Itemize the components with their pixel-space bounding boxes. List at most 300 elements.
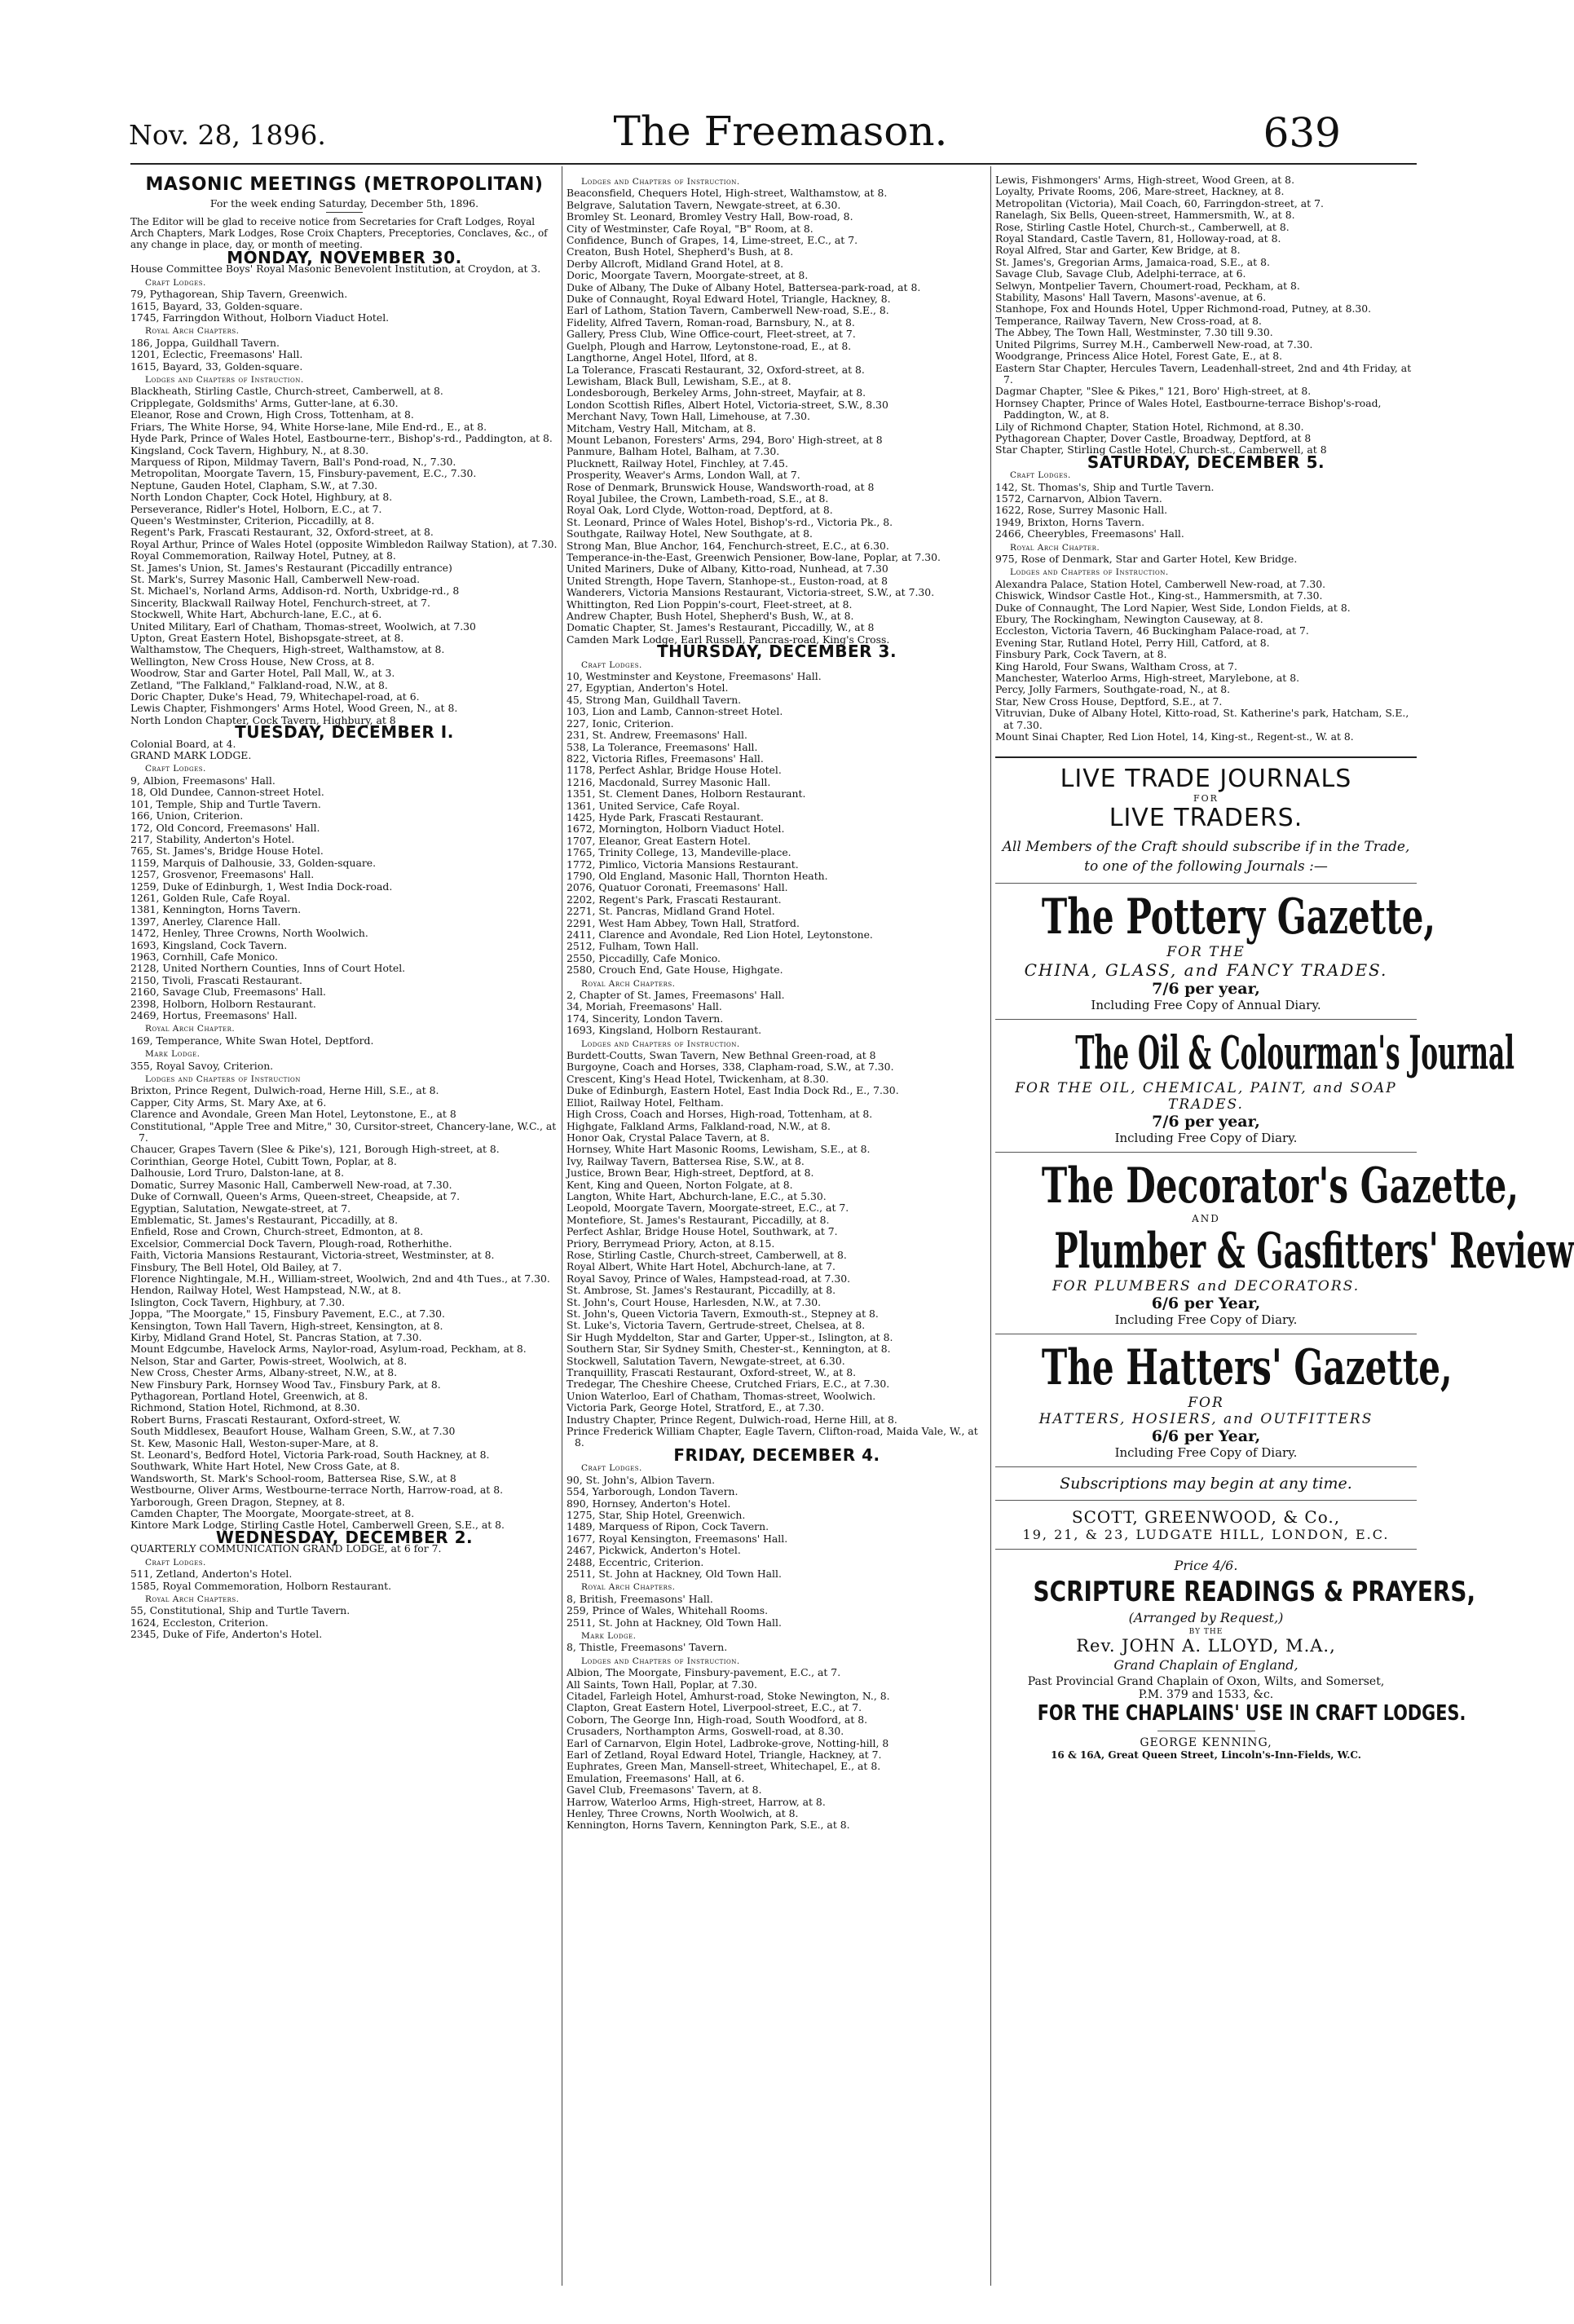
meeting-entry: Eleanor, Rose and Crown, High Cross, Tottenham, at 8.	[130, 408, 414, 421]
meeting-entry: 8, British, Freemasons' Hall.	[567, 1592, 713, 1605]
meeting-entry: Faith, Victoria Mansions Restaurant, Victoria-street, Westminster, at 8.	[130, 1249, 495, 1262]
meeting-entry: Southern Star, Sir Sydney Smith, Chester-st., Kennington, at 8.	[567, 1343, 891, 1356]
meeting-entry: Florence Nightingale, M.H., William-street, Woolwich, 2nd and 4th Tues., at 7.30.	[130, 1272, 550, 1285]
meeting-entry: Manchester, Waterloo Arms, High-street, Marylebone, at 8.	[995, 672, 1300, 685]
meeting-entry: Clarence and Avondale, Green Man Hotel, Leytonstone, E., at 8	[130, 1108, 456, 1121]
meeting-entry: 2512, Fulham, Town Hall.	[567, 940, 699, 953]
meeting-entry: United Military, Earl of Chatham, Thomas-street, Woolwich, at 7.30	[130, 620, 476, 633]
section-heading: Lodges and Chapters of Instruction.	[1010, 567, 1169, 578]
publisher-name: SCOTT, GREENWOOD, & Co.,	[1071, 1506, 1341, 1527]
meeting-entry: 169, Temperance, White Swan Hotel, Deptford.	[130, 1034, 374, 1047]
oil-colourman-title: The Oil & Colourman's Journal	[1075, 1025, 1515, 1080]
meeting-entry: Lily of Richmond Chapter, Station Hotel, Richmond, at 8.30.	[995, 420, 1304, 433]
ad-note: All Members of the Craft should subscribe if in the Trade, to one of the following Journals :—	[1002, 838, 1410, 875]
meeting-entry: 2150, Tivoli, Frascati Restaurant.	[130, 973, 302, 986]
meeting-entry: Euphrates, Green Man, Mansell-street, Whitechapel, E., at 8.	[567, 1760, 881, 1773]
meeting-entry: United Strength, Hope Tavern, Stanhope-st., Euston-road, at 8	[567, 574, 888, 587]
meeting-entry: King Harold, Four Swans, Waltham Cross, at 7.	[995, 659, 1237, 673]
meeting-entry: St. James's, Gregorian Arms, Jamaica-road, S.E., at 8.	[995, 255, 1270, 268]
decorators-gazette-title: The Decorator's Gazette,	[1041, 1157, 1519, 1215]
meeting-entry: 1772, Pimlico, Victoria Mansions Restaurant.	[567, 858, 799, 871]
meeting-entry: Sincerity, Blackwall Railway Hotel, Fenchurch-street, at 7.	[130, 596, 430, 609]
publisher-address: 19, 21, & 23, LUDGATE HILL, LONDON, E.C.	[1022, 1526, 1390, 1542]
meeting-entry: Royal Commemoration, Railway Hotel, Putney, at 8.	[130, 549, 396, 562]
meeting-entry: 1261, Golden Rule, Cafe Royal.	[130, 891, 291, 904]
meeting-entry: 1963, Cornhill, Cafe Monico.	[130, 950, 278, 963]
section-heading: Royal Arch Chapters.	[581, 978, 676, 989]
meeting-entry: Leopold, Moorgate Tavern, Moorgate-street, E.C., at 7.	[567, 1202, 849, 1215]
meeting-entry: Coborn, The George Inn, High-road, South Woodford, at 8.	[567, 1713, 868, 1726]
arranged-note: (Arranged by Request,)	[1128, 1609, 1284, 1625]
section-heading: Lodges and Chapters of Instruction.	[581, 1039, 740, 1049]
meeting-entry: Rose of Denmark, Brunswick House, Wandsworth-road, at 8	[567, 480, 875, 493]
meeting-entry: 217, Stability, Anderton's Hotel.	[130, 832, 295, 845]
meeting-entry: 822, Victoria Rifles, Freemasons' Hall.	[567, 752, 764, 765]
subscriptions-note: Subscriptions may begin at any time.	[1060, 1474, 1352, 1493]
meeting-entry: Camden Chapter, The Moorgate, Moorgate-street, at 8.	[130, 1507, 415, 1520]
meeting-entry: 174, Sincerity, London Tavern.	[567, 1012, 724, 1025]
meeting-entry: 2271, St. Pancras, Midland Grand Hotel.	[567, 905, 775, 918]
meeting-entry: Tredegar, The Cheshire Cheese, Crutched Friars, E.C., at 7.30.	[567, 1378, 890, 1391]
meeting-entry: Evening Star, Rutland Hotel, Perry Hill, Catford, at 8.	[995, 636, 1270, 649]
meeting-entry: Neptune, Gauden Hotel, Clapham, S.W., at 7.30.	[130, 478, 378, 492]
meeting-entry: United Pilgrims, Surrey M.H., Camberwell New-road, at 7.30.	[995, 337, 1313, 351]
meeting-entry: Metropolitan (Victoria), Mail Coach, 60, Farringdon-street, at 7.	[995, 196, 1324, 209]
meeting-entry: 1159, Marquis of Dalhousie, 33, Golden-square.	[130, 856, 377, 869]
meeting-entry: 2291, West Ham Abbey, Town Hall, Stratford.	[567, 916, 800, 929]
meeting-entry: 2488, Eccentric, Criterion.	[567, 1555, 704, 1568]
ad-diary: Including Free Copy of Diary.	[1114, 1312, 1298, 1327]
meeting-entry: 10, Westminster and Keystone, Freemasons' Hall.	[567, 670, 822, 683]
meeting-entry: Emblematic, St. James's Restaurant, Piccadilly, at 8.	[130, 1213, 399, 1226]
meeting-entry: Hyde Park, Prince of Wales Hotel, Eastbourne-terr., Bishop's-rd., Paddington, at 8.	[130, 432, 553, 445]
ad-diary: Including Free Copy of Diary.	[1114, 1444, 1298, 1460]
meeting-entry: 2128, United Northern Counties, Inns of Court Hotel.	[130, 962, 406, 975]
meeting-entry: Temperance-in-the-East, Greenwich Pensioner, Bow-lane, Poplar, at 7.30.	[567, 551, 941, 563]
section-heading: Royal Arch Chapter.	[1010, 542, 1100, 553]
meeting-entry: Derby Allcroft, Midland Grand Hotel, at 8.	[567, 257, 784, 270]
ad-for: FOR	[1188, 1394, 1224, 1411]
meeting-entry: The Abbey, The Town Hall, Westminster, 7.30 till 9.30.	[995, 326, 1273, 339]
meeting-entry: Panmure, Balham Hotel, Balham, at 7.30.	[567, 445, 780, 458]
issue-date: Nov. 28, 1896.	[129, 119, 326, 151]
meeting-entry: Harrow, Waterloo Arms, High-street, Harrow, at 8.	[567, 1795, 826, 1808]
meeting-entry: Montefiore, St. James's Restaurant, Piccadilly, at 8.	[567, 1213, 830, 1226]
meeting-entry: 2345, Duke of Fife, Anderton's Hotel.	[130, 1628, 323, 1641]
meeting-entry: Westbourne, Oliver Arms, Westbourne-terrace North, Harrow-road, at 8.	[130, 1484, 504, 1497]
divider	[995, 1019, 1417, 1020]
meeting-entry: Mount Edgcumbe, Havelock Arms, Naylor-road, Asylum-road, Peckham, at 8.	[130, 1343, 527, 1356]
ad-price: 6/6 per Year,	[1151, 1294, 1261, 1312]
meeting-list	[567, 176, 987, 1832]
meeting-entry: Earl of Lathom, Station Tavern, Camberwell New-road, S.E., 8.	[567, 304, 889, 317]
plumber-review-title: Plumber & Gasfitters' Review	[1054, 1222, 1574, 1280]
meeting-entry: House Committee Boys' Royal Masonic Benevolent Institution, at Croydon, at 3.	[130, 262, 541, 276]
ad-diary: Including Free Copy of Annual Diary.	[1091, 997, 1321, 1012]
meeting-entry: 1624, Eccleston, Criterion.	[130, 1616, 269, 1629]
day-heading: SATURDAY, DECEMBER 5.	[1087, 452, 1325, 472]
meeting-entry: Henley, Three Crowns, North Woolwich, at 8.	[567, 1807, 799, 1820]
meeting-entry: Ebury, The Rockingham, Newington Causeway, at 8.	[995, 613, 1263, 626]
meeting-entry: Domatic, Surrey Masonic Hall, Camberwell New-road, at 7.30.	[130, 1178, 452, 1191]
meeting-entry: Excelsior, Commercial Dock Tavern, Plough-road, Rotherhithe.	[130, 1237, 452, 1250]
meeting-entry: Lewis Chapter, Fishmongers' Arms Hotel, Wood Green, N., at 8.	[130, 702, 458, 715]
meeting-entry: Metropolitan, Moorgate Tavern, 15, Finsbury-pavement, E.C., 7.30.	[130, 467, 477, 480]
meeting-entry: Merchant Navy, Town Hall, Limehouse, at 7.30.	[567, 410, 810, 423]
meeting-entry: Corinthian, George Hotel, Cubitt Town, Poplar, at 8.	[130, 1154, 397, 1167]
meeting-entry: All Saints, Town Hall, Poplar, at 7.30.	[567, 1678, 757, 1691]
meeting-entry: Andrew Chapter, Bush Hotel, Shepherd's Bush, W., at 8.	[567, 610, 854, 623]
meeting-entry: Woodrow, Star and Garter Hotel, Pall Mall, W., at 3.	[130, 667, 395, 680]
meeting-entry: Union Waterloo, Earl of Chatham, Thomas-street, Woolwich.	[567, 1389, 876, 1402]
meeting-entry: Woodgrange, Princess Alice Hotel, Forest Gate, E., at 8.	[995, 350, 1283, 363]
meeting-entry: 1622, Rose, Surrey Masonic Hall.	[995, 504, 1168, 517]
meeting-entry: High Cross, Coach and Horses, High-road, Tottenham, at 8.	[567, 1108, 873, 1121]
meeting-entry: Perseverance, Ridler's Hotel, Holborn, E.C., at 7.	[130, 502, 382, 515]
meeting-entry: Alexandra Palace, Station Hotel, Camberwell New-road, at 7.30.	[995, 577, 1326, 590]
meeting-entry: Royal Arthur, Prince of Wales Hotel (opposite Wimbledon Railway Station), at 7.30.	[130, 537, 558, 550]
section-heading: Royal Arch Chapter.	[145, 1024, 236, 1034]
meeting-entry: Kirby, Midland Grand Hotel, St. Pancras Station, at 7.30.	[130, 1330, 422, 1343]
meeting-entry: Albion, The Moorgate, Finsbury-pavement, E.C., at 7.	[567, 1666, 841, 1679]
header-rule	[130, 163, 1417, 165]
meeting-entry: New Finsbury Park, Hornsey Wood Tav., Finsbury Park, at 8.	[130, 1378, 441, 1391]
meeting-entry: London Scottish Rifles, Albert Hotel, Victoria-street, S.W., 8.30	[567, 398, 888, 411]
meeting-entry: 1615, Bayard, 33, Golden-square.	[130, 299, 303, 312]
meeting-entry: Stockwell, White Hart, Abchurch-lane, E.C., at 6.	[130, 608, 382, 621]
meeting-entry: 1425, Hyde Park, Frascati Restaurant.	[567, 810, 764, 823]
author-past-title: Past Provincial Grand Chaplain of Oxon, Wilts, and Somerset,	[1027, 1674, 1385, 1688]
meeting-entry: Mitcham, Vestry Hall, Mitcham, at 8.	[567, 421, 756, 434]
meeting-entry: St. Michael's, Norland Arms, Addison-rd. North, Uxbridge-rd., 8	[130, 584, 460, 598]
section-heading: Craft Lodges.	[145, 764, 206, 774]
meeting-entry: Capper, City Arms, St. Mary Axe, at 6.	[130, 1096, 327, 1109]
meeting-entry: Duke of Connaught, The Lord Napier, West Side, London Fields, at 8.	[995, 601, 1351, 614]
ad-diary: Including Free Copy of Diary.	[1114, 1130, 1298, 1145]
meeting-entry: Burgoyne, Coach and Horses, 338, Clapham-road, S.W., at 7.30.	[567, 1061, 894, 1074]
meeting-entry: Duke of Edinburgh, Eastern Hotel, East India Dock Rd., E., 7.30.	[567, 1084, 899, 1097]
hatters-gazette-title: The Hatters' Gazette,	[1041, 1338, 1453, 1396]
meeting-entry: Loyalty, Private Rooms, 206, Mare-street, Hackney, at 8.	[995, 185, 1285, 198]
meeting-entry: 2580, Crouch End, Gate House, Highgate.	[567, 964, 783, 977]
day-heading: WEDNESDAY, DECEMBER 2.	[215, 1527, 474, 1547]
meeting-entry: 2511, St. John at Hackney, Old Town Hall.	[567, 1567, 782, 1580]
section-heading: Mark Lodge.	[145, 1049, 201, 1060]
meeting-entry: Brixton, Prince Regent, Dulwich-road, Herne Hill, S.E., at 8.	[130, 1084, 439, 1097]
meetings-title: MASONIC MEETINGS (METROPOLITAN)	[145, 174, 544, 195]
meeting-entry: Yarborough, Green Dragon, Stepney, at 8.	[130, 1495, 346, 1508]
ad-heading: LIVE TRADE JOURNALS	[1060, 764, 1352, 793]
meeting-entry: Upton, Great Eastern Hotel, Bishopsgate-street, at 8.	[130, 632, 404, 644]
meeting-entry: Wandsworth, St. Mark's School-room, Battersea Rise, S.W., at 8	[130, 1471, 456, 1484]
meeting-entry: Rose, Stirling Castle, Church-street, Camberwell, at 8.	[567, 1248, 847, 1261]
meeting-entry: 1472, Henley, Three Crowns, North Woolwich.	[130, 927, 368, 940]
meeting-entry: 1201, Eclectic, Freemasons' Hall.	[130, 348, 303, 361]
meeting-entry: 90, St. John's, Albion Tavern.	[567, 1473, 716, 1486]
meeting-entry: Clapton, Great Eastern Hotel, Liverpool-street, E.C., at 7.	[567, 1701, 862, 1714]
divider	[995, 1500, 1417, 1501]
meeting-entry: St. John's, Court House, Harlesden, N.W., at 7.30.	[567, 1295, 822, 1308]
meeting-entry: Star, New Cross House, Deptford, S.E., at 7.	[995, 695, 1223, 708]
meeting-entry: 1707, Eleanor, Great Eastern Hotel.	[567, 834, 751, 847]
meeting-entry: St. Ambrose, St. James's Restaurant, Piccadilly, at 8.	[567, 1284, 836, 1297]
meeting-entry: Marquess of Ripon, Mildmay Tavern, Ball's Pond-road, N., 7.30.	[130, 455, 456, 468]
meeting-entry: 2550, Piccadilly, Cafe Monico.	[567, 951, 721, 964]
section-heading: Craft Lodges.	[145, 1557, 206, 1568]
column-3	[995, 174, 1574, 2294]
meeting-entry: Hendon, Railway Hotel, West Hampstead, N.W., at 8.	[130, 1284, 402, 1297]
meeting-entry: Colonial Board, at 4.	[130, 737, 236, 750]
meeting-entry: 554, Yarborough, London Tavern.	[567, 1485, 739, 1498]
masthead	[0, 0, 1561, 163]
meeting-entry: Robert Burns, Frascati Restaurant, Oxford-street, W.	[130, 1413, 401, 1426]
meeting-entry: 1572, Carnarvon, Albion Tavern.	[995, 492, 1162, 505]
meeting-entry: 1361, United Service, Cafe Royal.	[567, 799, 740, 812]
meeting-entry: Confidence, Bunch of Grapes, 14, Lime-street, E.C., at 7.	[567, 234, 858, 247]
section-heading: Craft Lodges.	[581, 659, 642, 670]
meeting-entry: Stockwell, Salutation Tavern, Newgate-street, at 6.30.	[567, 1354, 845, 1367]
book-price: Price 4/6.	[1174, 1557, 1238, 1573]
section-heading: Royal Arch Chapters.	[145, 1594, 240, 1604]
meeting-entry: Earl of Carnarvon, Elgin Hotel, Ladbroke-grove, Notting-hill, 8	[567, 1736, 889, 1749]
meeting-entry: Kent, King and Queen, Norton Folgate, at 8.	[567, 1178, 793, 1191]
meeting-entry: 2467, Pickwick, Anderton's Hotel.	[567, 1544, 741, 1557]
meeting-entry: Blackheath, Stirling Castle, Church-street, Camberwell, at 8.	[130, 385, 443, 398]
column-2	[567, 174, 987, 2294]
page-number: 639	[1263, 109, 1341, 157]
meeting-entry: 45, Strong Man, Guildhall Tavern.	[567, 693, 742, 706]
meeting-entry: Mount Sinai Chapter, Red Lion Hotel, 14, King-st., Regent-st., W. at 8.	[995, 730, 1354, 743]
meeting-entry: Stanhope, Fox and Hounds Hotel, Upper Richmond-road, Putney, at 8.30.	[995, 302, 1372, 315]
meeting-entry: 18, Old Dundee, Cannon-street Hotel.	[130, 786, 324, 799]
meeting-entry: 511, Zetland, Anderton's Hotel.	[130, 1568, 293, 1581]
meeting-entry: Gallery, Press Club, Wine Office-court, Fleet-street, at 7.	[567, 328, 856, 341]
meeting-entry: Camden Mark Lodge, Earl Russell, Pancras-road, King's Cross.	[567, 633, 890, 646]
meeting-entry: 2202, Regent's Park, Frascati Restaurant.	[567, 893, 782, 906]
meeting-entry: 1693, Kingsland, Holborn Restaurant.	[567, 1024, 762, 1037]
section-heading: Royal Arch Chapters.	[581, 1582, 676, 1593]
meeting-entry: Hornsey Chapter, Prince of Wales Hotel, Eastbourne-terrace Bishop's-road, Paddington, W., at 8.	[995, 396, 1382, 421]
meeting-entry: Nelson, Star and Garter, Powis-street, Woolwich, at 8.	[130, 1354, 408, 1367]
meeting-entry: Burdett-Coutts, Swan Tavern, New Bethnal Green-road, at 8	[567, 1049, 876, 1062]
meeting-entry: North London Chapter, Cock Hotel, Highbury, at 8.	[130, 491, 393, 504]
section-heading: Mark Lodge.	[581, 1630, 637, 1641]
meeting-entry: Queen's Westminster, Criterion, Piccadilly, at 8.	[130, 514, 375, 527]
meeting-entry: Strong Man, Blue Anchor, 164, Fenchurch-street, E.C., at 6.30.	[567, 539, 889, 552]
meeting-entry: Lewisham, Black Bull, Lewisham, S.E., at 8.	[567, 374, 791, 387]
meeting-entry: 1275, Star, Ship Hotel, Greenwich.	[567, 1508, 746, 1521]
meeting-entry: Ranelagh, Six Bells, Queen-street, Hammersmith, W., at 8.	[995, 209, 1295, 222]
meeting-entry: 2398, Holborn, Holborn Restaurant.	[130, 997, 316, 1010]
meeting-entry: 1693, Kingsland, Cock Tavern.	[130, 938, 288, 951]
meeting-entry: 1672, Mornington, Holborn Viaduct Hotel.	[567, 822, 785, 836]
meeting-entry: 103, Lion and Lamb, Cannon-street Hotel.	[567, 705, 783, 718]
meeting-entry: Enfield, Rose and Crown, Church-street, Edmonton, at 8.	[130, 1225, 424, 1238]
advertisements	[995, 756, 1574, 1761]
meeting-entry: Duke of Cornwall, Queen's Arms, Queen-street, Cheapside, at 7.	[130, 1190, 461, 1203]
meeting-entry: Star Chapter, Stirling Castle Hotel, Church-st., Camberwell, at 8	[995, 443, 1327, 456]
meeting-entry: Doric Chapter, Duke's Head, 79, Whitechapel-road, at 6.	[130, 690, 420, 703]
meeting-entry: Industry Chapter, Prince Regent, Dulwich-road, Herne Hill, at 8.	[567, 1413, 897, 1426]
meeting-entry: Friars, The White Horse, 94, White Horse-lane, Mile End-rd., E., at 8.	[130, 420, 487, 433]
meeting-entry: Walthamstow, The Chequers, High-street, Walthamstow, at 8.	[130, 643, 445, 656]
meeting-entry: 2466, Cheerybles, Freemasons' Hall.	[995, 527, 1184, 540]
meeting-entry: Cripplegate, Goldsmiths' Arms, Gutter-lane, at 6.30.	[130, 396, 399, 409]
meeting-entry: Joppa, "The Moorgate," 15, Finsbury Pavement, E.C., at 7.30.	[130, 1308, 445, 1321]
meeting-entry: United Mariners, Duke of Albany, Kitto-road, Nunhead, at 7.30	[567, 562, 888, 575]
meeting-entry: Stability, Masons' Hall Tavern, Masons'-avenue, at 6.	[995, 291, 1267, 304]
meeting-entry: Whittington, Red Lion Poppin's-court, Fleet-street, at 8.	[567, 598, 853, 611]
day-heading: FRIDAY, DECEMBER 4.	[673, 1444, 880, 1465]
meeting-entry: Selwyn, Montpelier Tavern, Choumert-road, Peckham, at 8.	[995, 279, 1300, 292]
meeting-entry: Royal Standard, Castle Tavern, 81, Holloway-road, at 8.	[995, 232, 1281, 245]
meeting-entry: Perfect Ashlar, Bridge House Hotel, Southwark, at 7.	[567, 1225, 838, 1238]
meeting-entry: Prince Frederick William Chapter, Eagle Tavern, Clifton-road, Maida Vale, W., at 8.	[567, 1425, 978, 1449]
meeting-entry: 34, Moriah, Freemasons' Hall.	[567, 1000, 722, 1013]
divider	[995, 1549, 1417, 1550]
meeting-entry: 1677, Royal Kensington, Freemasons' Hall.	[567, 1532, 788, 1545]
meeting-entry: 231, St. Andrew, Freemasons' Hall.	[567, 729, 747, 742]
meeting-entry: Kensington, Town Hall Tavern, High-street, Kensington, at 8.	[130, 1319, 443, 1332]
meeting-entry: 166, Union, Criterion.	[130, 809, 244, 822]
section-heading: Craft Lodges.	[145, 277, 206, 288]
meeting-entry: 1745, Farringdon Without, Holborn Viaduct Hotel.	[130, 311, 390, 324]
divider	[995, 1466, 1417, 1467]
meeting-entry: Finsbury, The Bell Hotel, Old Bailey, at 7.	[130, 1260, 342, 1273]
day-heading: THURSDAY, DECEMBER 3.	[656, 642, 897, 662]
meeting-entry: Kennington, Horns Tavern, Kennington Park, S.E., at 8.	[567, 1819, 850, 1832]
ad-price: 6/6 per Year,	[1151, 1427, 1261, 1445]
seller-address: 16 & 16A, Great Queen Street, Lincoln's-Inn-Fields, W.C.	[1051, 1749, 1361, 1761]
meeting-entry: Constitutional, "Apple Tree and Mitre," 30, Cursitor-street, Chancery-lane, W.C., at 7.	[130, 1119, 557, 1144]
meeting-entry: 259, Prince of Wales, Whitehall Rooms.	[567, 1604, 769, 1617]
meeting-entry: Citadel, Farleigh Hotel, Amhurst-road, Stoke Newington, N., 8.	[567, 1690, 890, 1702]
meeting-entry: South Middlesex, Beaufort House, Walham Green, S.W., at 7.30	[130, 1425, 456, 1438]
meeting-entry: City of Westminster, Cafe Royal, "B" Room, at 8.	[567, 222, 813, 235]
meetings-week: For the week ending Saturday, December 5th, 1896.	[209, 197, 479, 209]
meeting-entry: Royal Jubilee, the Crown, Lambeth-road, S.E., at 8.	[567, 492, 829, 505]
meeting-entry: Earl of Zetland, Royal Edward Hotel, Triangle, Hackney, at 7.	[567, 1749, 882, 1762]
meeting-entry: Gavel Club, Freemasons' Tavern, at 8.	[567, 1784, 762, 1797]
meeting-entry: Highgate, Falkland Arms, Falkland-road, N.W., at 8.	[567, 1119, 831, 1132]
meeting-entry: Prosperity, Weaver's Arms, London Wall, at 7.	[567, 469, 800, 482]
meeting-entry: Royal Albert, White Hart Hotel, Abchurch-lane, at 7.	[567, 1260, 835, 1273]
meeting-entry: St. Mark's, Surrey Masonic Hall, Camberwell New-road.	[130, 572, 421, 585]
meeting-entry: Crescent, King's Head Hotel, Twickenham, at 8.30.	[567, 1072, 829, 1085]
meeting-entry: Pythagorean Chapter, Dover Castle, Broadway, Deptford, at 8	[995, 431, 1312, 444]
ad-price: 7/6 per year,	[1152, 1112, 1260, 1131]
column-divider	[990, 166, 991, 2286]
meeting-entry: Dagmar Chapter, "Slee & Pikes," 121, Boro' High-street, at 8.	[995, 385, 1312, 398]
meeting-entry: 27, Egyptian, Anderton's Hotel.	[567, 681, 729, 695]
meeting-entry: 2411, Clarence and Avondale, Red Lion Hotel, Leytonstone.	[567, 928, 873, 941]
meeting-entry: St. James's Union, St. James's Restaurant (Piccadilly entrance)	[130, 561, 452, 574]
meeting-entry: Southwark, White Hart Hotel, New Cross Gate, at 8.	[130, 1460, 400, 1473]
meeting-entry: Regent's Park, Frascati Restaurant, 32, Oxford-street, at 8.	[130, 526, 434, 539]
meeting-entry: St. Luke's, Victoria Tavern, Gertrude-street, Chelsea, at 8.	[567, 1319, 866, 1332]
day-heading: MONDAY, NOVEMBER 30.	[227, 248, 462, 267]
divider	[995, 883, 1417, 884]
meeting-entry: Belgrave, Salutation Tavern, Newgate-street, at 6.30.	[567, 198, 841, 211]
meeting-entry: 355, Royal Savoy, Criterion.	[130, 1059, 274, 1072]
meeting-entry: Duke of Connaught, Royal Edward Hotel, Triangle, Hackney, 8.	[567, 293, 891, 306]
meeting-entry: Guelph, Plough and Harrow, Leytonstone-road, E., at 8.	[567, 339, 852, 352]
meeting-entry: 55, Constitutional, Ship and Turtle Tavern.	[130, 1604, 351, 1617]
meeting-entry: Fidelity, Alfred Tavern, Roman-road, Barnsbury, N., at 8.	[567, 315, 855, 329]
meeting-entry: 1790, Old England, Masonic Hall, Thornton Heath.	[567, 869, 828, 882]
meeting-entry: Domatic Chapter, St. James's Restaurant, Piccadilly, W., at 8	[567, 621, 875, 634]
meeting-entry: Creaton, Bush Hotel, Shepherd's Bush, at 8.	[567, 245, 794, 258]
meeting-entry: Duke of Albany, The Duke of Albany Hotel, Battersea-park-road, at 8.	[567, 280, 921, 293]
section-heading: Craft Lodges.	[1010, 470, 1071, 481]
section-heading: Lodges and Chapters of Instruction.	[581, 177, 740, 187]
meeting-entry: 2160, Savage Club, Freemasons' Hall.	[130, 986, 326, 999]
meeting-entry: Beaconsfield, Chequers Hotel, High-street, Walthamstow, at 8.	[567, 187, 888, 200]
meeting-entry: Royal Alfred, Star and Garter, Kew Bridge, at 8.	[995, 244, 1241, 257]
divider	[995, 756, 1417, 758]
meeting-entry: Islington, Cock Tavern, Highbury, at 7.30.	[130, 1295, 346, 1308]
meeting-entry: 1585, Royal Commemoration, Holborn Restaurant.	[130, 1579, 392, 1592]
meeting-entry: Hornsey, White Hart Masonic Rooms, Lewisham, S.E., at 8.	[567, 1143, 871, 1156]
meeting-entry: Elliot, Railway Hotel, Feltham.	[567, 1096, 724, 1109]
meeting-entry: 2076, Quatuor Coronati, Freemasons' Hall.	[567, 881, 788, 894]
meeting-entry: 1949, Brixton, Horns Tavern.	[995, 515, 1145, 528]
meeting-entry: 890, Hornsey, Anderton's Hotel.	[567, 1497, 731, 1510]
meeting-entry: Vitruvian, Duke of Albany Hotel, Kitto-road, St. Katherine's park, Hatcham, S.E., at 7.30.	[995, 707, 1409, 731]
meeting-entry: St. Leonard, Prince of Wales Hotel, Bishop's-rd., Victoria Pk., 8.	[567, 515, 893, 528]
meeting-entry: Percy, Jolly Farmers, Southgate-road, N., at 8.	[995, 683, 1231, 696]
meeting-entry: 2469, Hortus, Freemasons' Hall.	[130, 1009, 298, 1021]
meeting-entry: St. Kew, Masonic Hall, Weston-super-Mare, at 8.	[130, 1436, 379, 1449]
scripture-title: SCRIPTURE READINGS & PRAYERS,	[1033, 1575, 1476, 1608]
meeting-entry: GRAND MARK LODGE.	[130, 749, 252, 762]
ad-heading: LIVE TRADERS.	[1109, 803, 1303, 832]
meeting-entry: Chiswick, Windsor Castle Hot., King-st., Hammersmith, at 7.30.	[995, 589, 1323, 602]
meeting-entry: 8, Thistle, Freemasons' Tavern.	[567, 1641, 728, 1654]
meeting-entry: Rose, Stirling Castle Hotel, Church-st., Camberwell, at 8.	[995, 220, 1290, 233]
meeting-entry: Victoria Park, George Hotel, Stratford, E., at 7.30.	[567, 1401, 825, 1414]
meeting-entry: Justice, Brown Bear, High-street, Deptford, at 8.	[567, 1166, 814, 1180]
meeting-entry: 538, La Tolerance, Freemasons' Hall.	[567, 740, 758, 753]
meeting-entry: Priory, Berrymead Priory, Acton, at 8.15.	[567, 1237, 775, 1250]
author-lodges: P.M. 379 and 1533, &c.	[1138, 1687, 1274, 1701]
meeting-entry: QUARTERLY COMMUNICATION GRAND LODGE, at 6 for 7.	[130, 1542, 442, 1555]
meeting-entry: Londesborough, Berkeley Arms, John-street, Mayfair, at 8.	[567, 386, 866, 399]
pottery-gazette-title: The Pottery Gazette,	[1041, 888, 1436, 946]
section-heading: Lodges and Chapters of Instruction.	[145, 375, 304, 386]
meeting-entry: North London Chapter, Cock Tavern, Highbury, at 8	[130, 713, 396, 726]
meeting-entry: 1216, Macdonald, Surrey Masonic Hall.	[567, 775, 771, 788]
meeting-entry: Temperance, Railway Tavern, New Cross-road, at 8.	[995, 314, 1262, 327]
meeting-entry: Pythagorean, Portland Hotel, Greenwich, at 8.	[130, 1390, 368, 1402]
meeting-entry: Zetland, "The Falkland," Falkland-road, N.W., at 8.	[130, 678, 388, 691]
meeting-entry: Wellington, New Cross House, New Cross, at 8.	[130, 655, 375, 668]
meeting-entry: Eastern Star Chapter, Hercules Tavern, Leadenhall-street, 2nd and 4th Friday, at 7.	[995, 361, 1412, 386]
meeting-entry: 1351, St. Clement Danes, Holborn Restaurant.	[567, 787, 806, 800]
meeting-entry: Royal Savoy, Prince of Wales, Hampstead-road, at 7.30.	[567, 1272, 851, 1285]
ad-for: FOR	[1193, 792, 1219, 804]
column-1	[130, 174, 558, 2294]
ad-for: FOR THE	[1166, 943, 1246, 960]
meeting-entry: Crusaders, Northampton Arms, Goswell-road, at 8.30.	[567, 1725, 844, 1738]
meeting-entry: Kingsland, Cock Tavern, Highbury, N., at 8.30.	[130, 443, 369, 456]
meeting-entry: Lewis, Fishmongers' Arms, High-street, Wood Green, at 8.	[995, 174, 1295, 186]
divider	[326, 212, 363, 213]
meeting-entry: 186, Joppa, Guildhall Tavern.	[130, 336, 280, 349]
ad-and: AND	[1192, 1212, 1220, 1224]
meeting-entry: Dalhousie, Lord Truro, Dalston-lane, at 8.	[130, 1166, 345, 1180]
by-the: BY THE	[1188, 1627, 1223, 1636]
